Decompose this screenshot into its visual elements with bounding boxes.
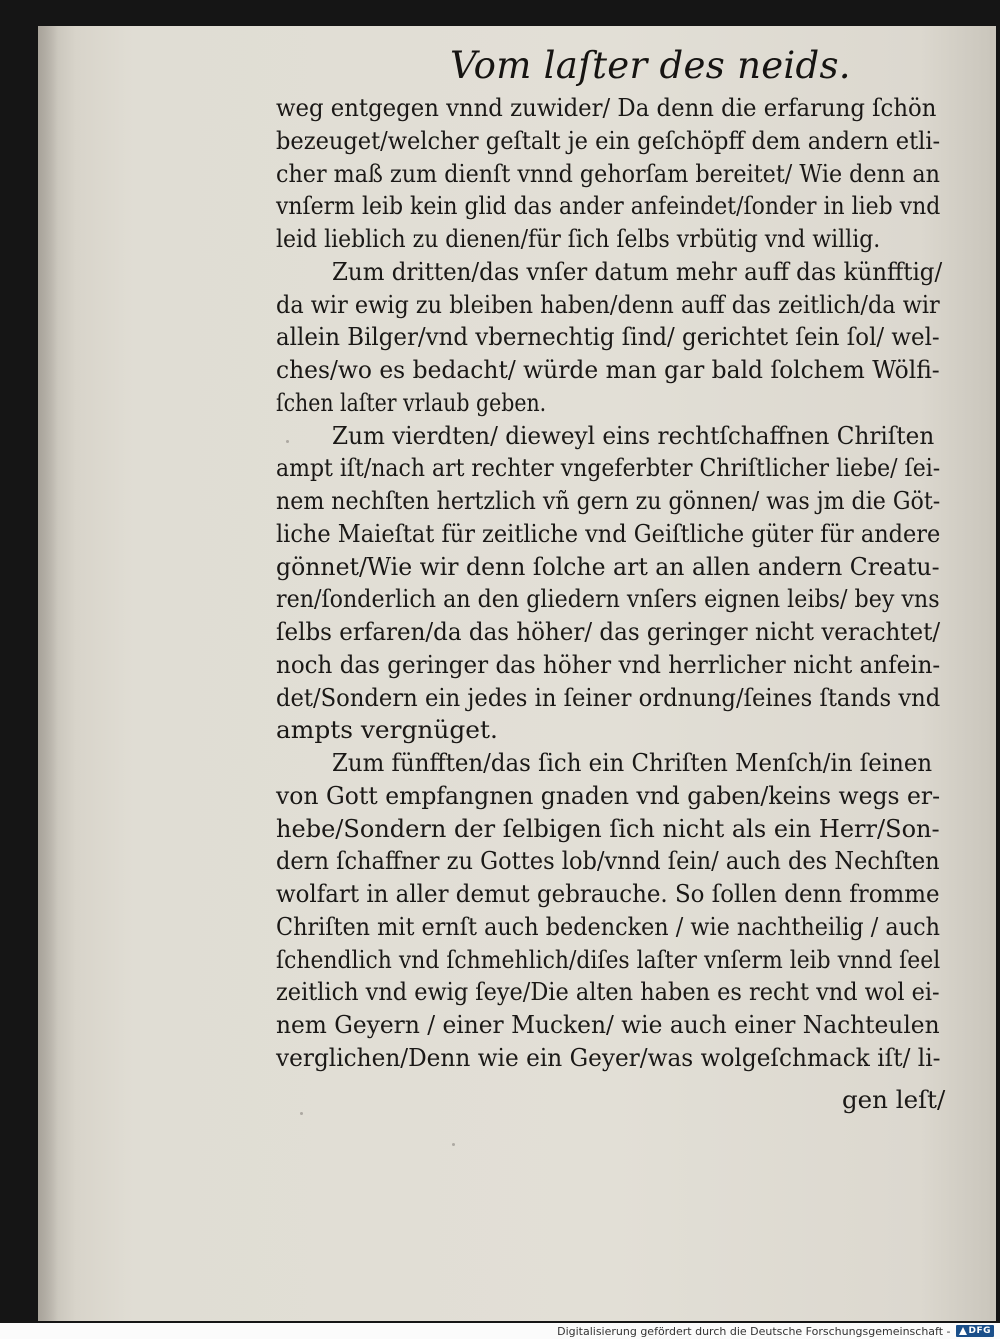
running-head: Vom laſter des neids. (450, 44, 851, 87)
text-line: ren/ſonderlich an den gliedern vnſers eignen leibs/ bey vns (276, 584, 940, 614)
text-line: allein Bilger/vnd vbernechtig ſind/ gerichtet ſein ſol/ wel- (276, 322, 940, 352)
dfg-logo (956, 1325, 994, 1337)
text-line: leid lieblich zu dienen/für ſich ſelbs vrbütig vnd willig. (276, 224, 881, 253)
text-line: dern ſchaffner zu Gottes lob/vnnd ſein/ auch des Nechſten (276, 846, 940, 876)
text-line: verglichen/Denn wie ein Geyer/was wolgeſchmack iſt/ li- (276, 1042, 941, 1072)
ink-speck (452, 1143, 455, 1146)
text-line: bezeuget/welcher geſtalt je ein geſchöpff dem andern etli- (276, 125, 941, 155)
text-line: noch das geringer das höher vnd herrlicher nicht anfein- (276, 649, 941, 679)
dfg-logo-text: DFG (968, 1326, 991, 1336)
text-line: Chriſten mit ernſt auch bedencken / wie nachtheilig / auch (276, 911, 940, 941)
text-line: cher maß zum dienſt vnnd gehorſam bereitet/ Wie denn an (276, 158, 940, 188)
text-line: Zum vierdten/ dieweyl eins rechtſchaffnen Chriſten (332, 420, 935, 450)
text-line: nem Geyern / einer Mucken/ wie auch einer Nachteulen (276, 1010, 940, 1039)
text-line: wolfart in aller demut gebrauche. So ſollen denn fromme (276, 879, 940, 908)
text-line: ſchen laſter vrlaub geben. (276, 387, 547, 417)
text-line: Zum fünfften/das ſich ein Chriſten Menſch/in ſeinen (332, 748, 933, 777)
text-line: ampt iſt/nach art rechter vngeferbter Chriſtlicher liebe/ ſei- (276, 453, 941, 483)
text-line: gönnet/Wie wir denn ſolche art an allen andern Creatu- (276, 551, 940, 581)
text-line: zeitlich vnd ewig ſeye/Die alten haben es recht vnd wol ei- (276, 977, 940, 1007)
text-line: ſchendlich vnd ſchmehlich/diſes laſter vnſerm leib vnnd ſeel (276, 944, 941, 974)
dfg-mark-icon (959, 1327, 967, 1335)
ink-speck (300, 1112, 303, 1115)
footer (557, 1323, 994, 1339)
text-line: vnſerm leib kein glid das ander anfeindet/ſonder in lieb vnd (276, 191, 941, 221)
text-line: liche Maieſtat für zeitliche vnd Geiſtliche güter für andere (276, 518, 941, 548)
text-line: da wir ewig zu bleiben haben/denn auff das zeitlich/da wir (276, 289, 940, 319)
text-line: ches/wo es bedacht/ würde man gar bald ſolchem Wölfi- (276, 355, 940, 384)
text-line: von Gott empfangnen gnaden vnd gaben/keins wegs er- (276, 780, 941, 810)
text-line: ampts vergnüget. (276, 715, 498, 745)
page-gutter-shadow (38, 26, 58, 1321)
text-line: ſelbs erfaren/da das höher/ das geringer nicht verachtet/ (276, 617, 941, 646)
text-line: nem nechſten hertzlich vñ gern zu gönnen/ was jm die Göt- (276, 486, 941, 515)
text-line: det/Sondern ein jedes in ſeiner ordnung/ſeines ſtands vnd (276, 682, 941, 712)
text-line: hebe/Sondern der ſelbigen ſich nicht als ein Herr/Son- (276, 813, 940, 843)
footer-text: Digitalisierung gefördert durch die Deutsche Forschungsgemeinschaft - (557, 1324, 951, 1338)
text-line: weg entgegen vnnd zuwider/ Da denn die erfarung ſchön (276, 93, 937, 122)
text-line: Zum dritten/das vnſer datum mehr auff das künfftig/ (332, 256, 943, 286)
catchword: gen leſt/ (842, 1085, 946, 1114)
ink-speck (286, 440, 289, 443)
